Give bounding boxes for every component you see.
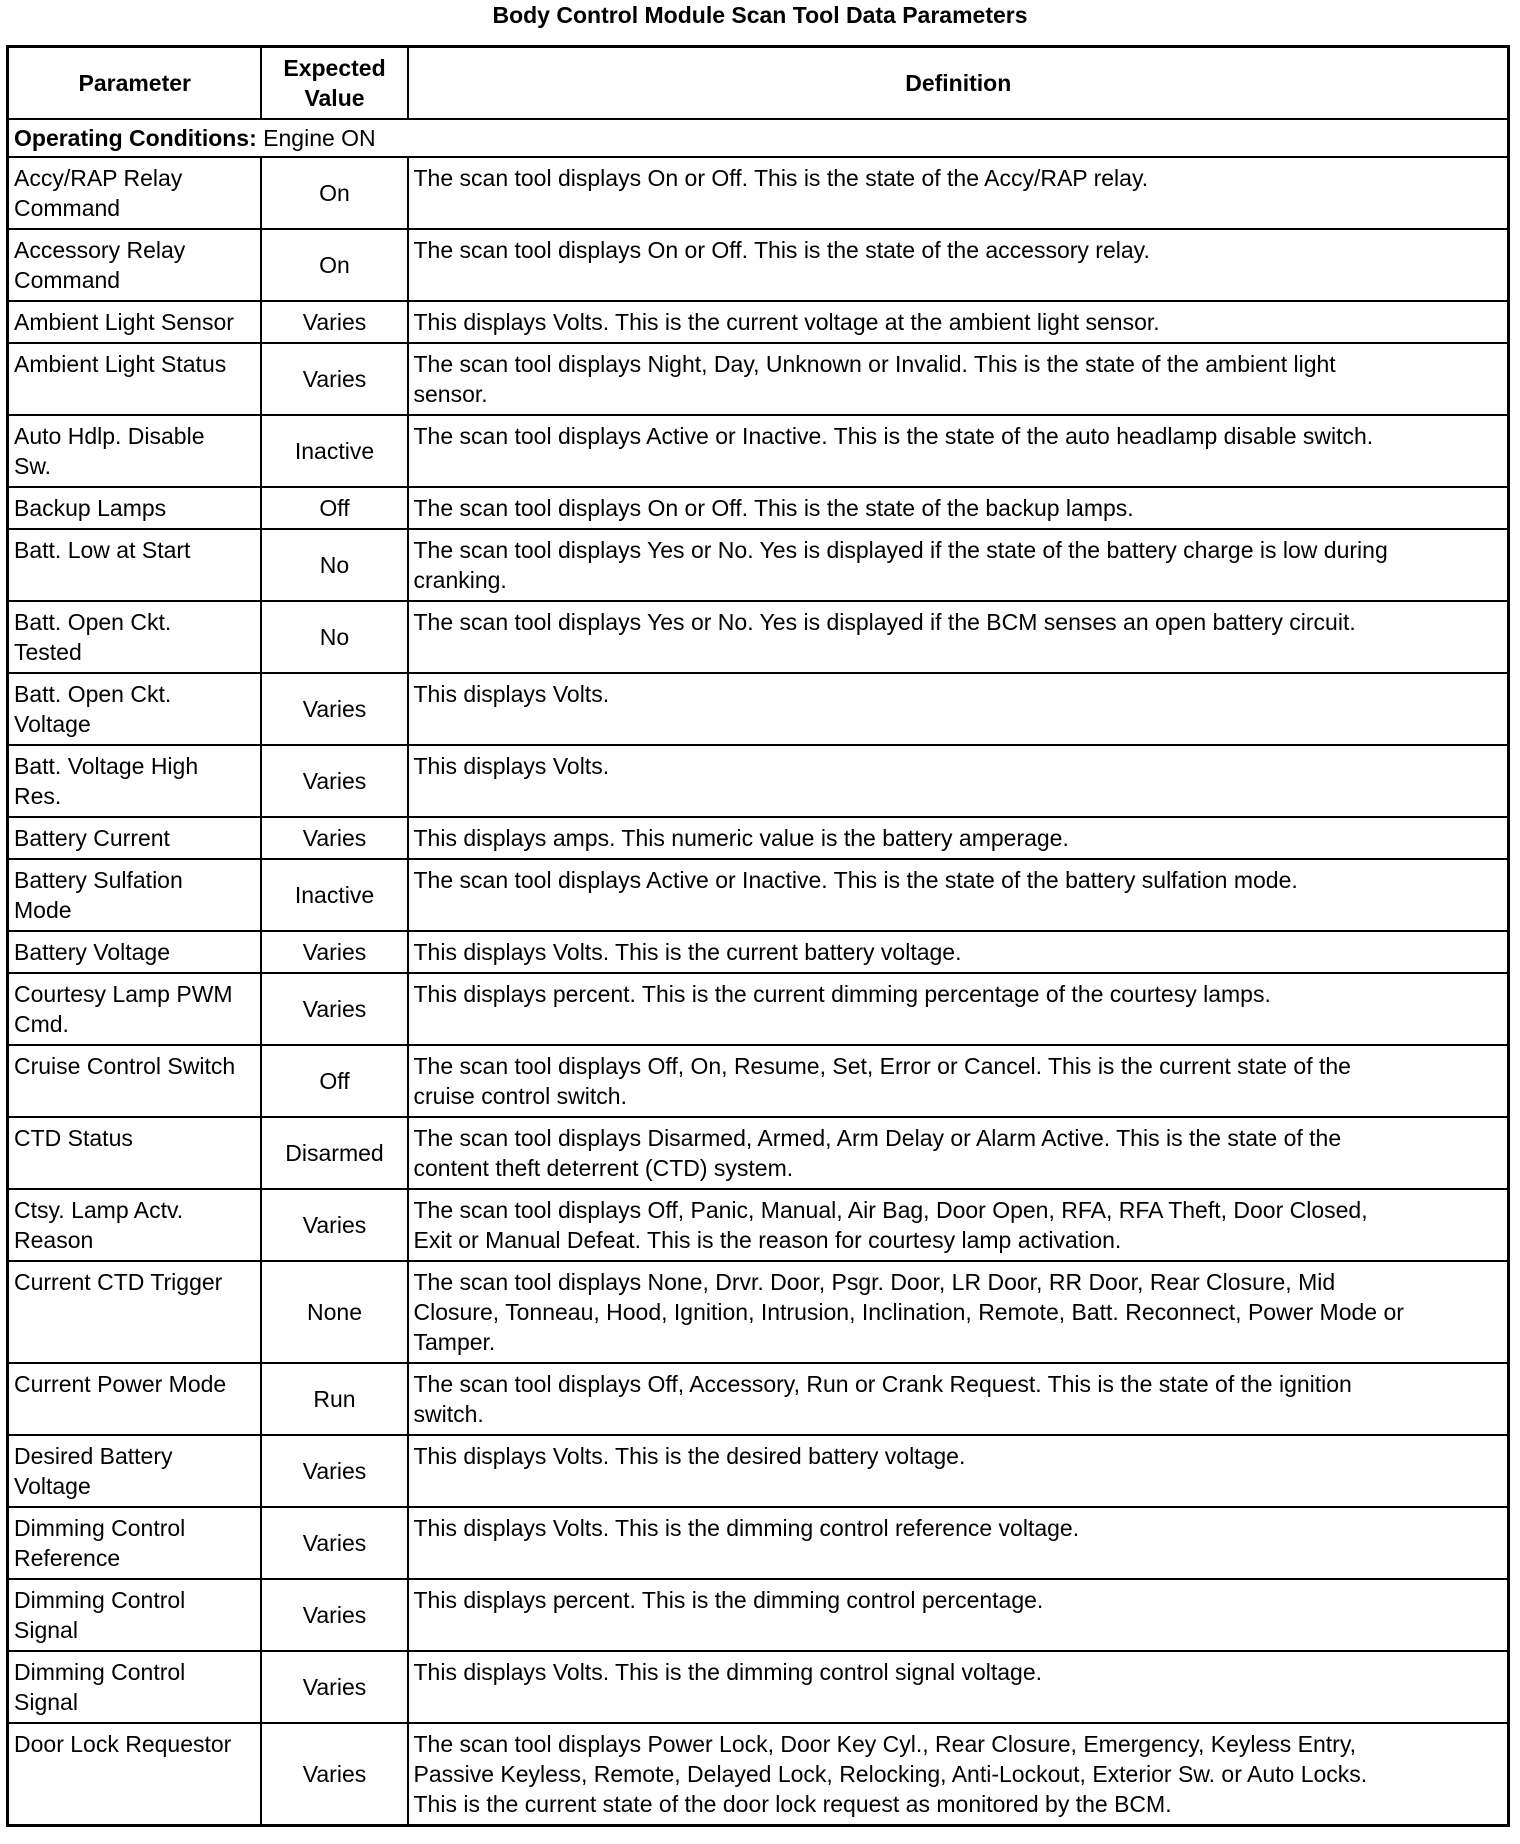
expected-value-cell: Varies bbox=[261, 673, 408, 745]
definition-cell: The scan tool displays On or Off. This is the state of the accessory relay. bbox=[408, 229, 1509, 301]
parameter-cell: CTD Status bbox=[8, 1117, 261, 1189]
definition-cell: The scan tool displays Active or Inactive. This is the state of the battery sulfation mode. bbox=[408, 859, 1509, 931]
expected-value-cell: No bbox=[261, 601, 408, 673]
expected-value-cell: Varies bbox=[261, 1579, 408, 1651]
expected-value-cell: On bbox=[261, 229, 408, 301]
definition-cell: This displays Volts. This is the current battery voltage. bbox=[408, 931, 1509, 973]
parameter-cell: Battery Current bbox=[8, 817, 261, 859]
definition-cell: This displays Volts. This is the current voltage at the ambient light sensor. bbox=[408, 301, 1509, 343]
definition-cell: This displays Volts. bbox=[408, 745, 1509, 817]
table-row bbox=[8, 1261, 1509, 1363]
parameter-cell: Ambient Light Sensor bbox=[8, 301, 261, 343]
parameter-cell: Battery Sulfation Mode bbox=[8, 859, 261, 931]
definition-cell: This displays percent. This is the dimming control percentage. bbox=[408, 1579, 1509, 1651]
parameter-cell: Desired Battery Voltage bbox=[8, 1435, 261, 1507]
header-expected-value: Expected Value bbox=[261, 47, 408, 120]
expected-value-cell: Inactive bbox=[261, 859, 408, 931]
table-row bbox=[8, 1651, 1509, 1723]
definition-cell: The scan tool displays Off, Accessory, Run or Crank Request. This is the state of the ignition switch. bbox=[408, 1363, 1509, 1435]
expected-value-cell: Inactive bbox=[261, 415, 408, 487]
table-row bbox=[8, 529, 1509, 601]
header-parameter: Parameter bbox=[8, 47, 261, 120]
table-row bbox=[8, 301, 1509, 343]
table-row bbox=[8, 973, 1509, 1045]
table-row bbox=[8, 1507, 1509, 1579]
definition-cell: The scan tool displays Disarmed, Armed, Arm Delay or Alarm Active. This is the state of the content theft deterrent (CTD) system. bbox=[408, 1117, 1509, 1189]
expected-value-cell: Varies bbox=[261, 343, 408, 415]
table-row bbox=[8, 343, 1509, 415]
table-row bbox=[8, 1723, 1509, 1826]
expected-value-cell: Varies bbox=[261, 973, 408, 1045]
parameter-cell: Cruise Control Switch bbox=[8, 1045, 261, 1117]
parameter-cell: Ctsy. Lamp Actv. Reason bbox=[8, 1189, 261, 1261]
definition-cell: This displays amps. This numeric value is the battery amperage. bbox=[408, 817, 1509, 859]
table-row bbox=[8, 229, 1509, 301]
parameter-cell: Batt. Low at Start bbox=[8, 529, 261, 601]
definition-cell: This displays Volts. This is the desired battery voltage. bbox=[408, 1435, 1509, 1507]
parameter-cell: Current Power Mode bbox=[8, 1363, 261, 1435]
table-row bbox=[8, 157, 1509, 229]
table-row bbox=[8, 1579, 1509, 1651]
parameter-cell: Dimming Control Reference bbox=[8, 1507, 261, 1579]
table-row bbox=[8, 1045, 1509, 1117]
table-row bbox=[8, 415, 1509, 487]
parameter-cell: Auto Hdlp. Disable Sw. bbox=[8, 415, 261, 487]
definition-cell: This displays percent. This is the current dimming percentage of the courtesy lamps. bbox=[408, 973, 1509, 1045]
definition-cell: The scan tool displays On or Off. This is the state of the backup lamps. bbox=[408, 487, 1509, 529]
expected-value-cell: No bbox=[261, 529, 408, 601]
expected-value-cell: None bbox=[261, 1261, 408, 1363]
expected-value-cell: Varies bbox=[261, 1651, 408, 1723]
expected-value-cell: Off bbox=[261, 1045, 408, 1117]
expected-value-cell: Varies bbox=[261, 931, 408, 973]
table-row bbox=[8, 745, 1509, 817]
expected-value-cell: Disarmed bbox=[261, 1117, 408, 1189]
operating-conditions-value: Engine ON bbox=[256, 125, 376, 151]
parameter-cell: Dimming Control Signal bbox=[8, 1579, 261, 1651]
definition-cell: The scan tool displays Yes or No. Yes is displayed if the state of the battery charge is low during cranking. bbox=[408, 529, 1509, 601]
expected-value-cell: Varies bbox=[261, 301, 408, 343]
expected-value-cell: Varies bbox=[261, 745, 408, 817]
table-row bbox=[8, 1435, 1509, 1507]
definition-cell: The scan tool displays Active or Inactive. This is the state of the auto headlamp disable switch. bbox=[408, 415, 1509, 487]
table-header-row bbox=[8, 47, 1509, 120]
table-row bbox=[8, 931, 1509, 973]
operating-conditions bbox=[8, 119, 1509, 157]
definition-cell: The scan tool displays Off, Panic, Manual, Air Bag, Door Open, RFA, RFA Theft, Door Closed, Exit or Manual Defeat. This is the reason for courtesy lamp activation. bbox=[408, 1189, 1509, 1261]
parameter-cell: Door Lock Requestor bbox=[8, 1723, 261, 1826]
parameter-cell: Accessory Relay Command bbox=[8, 229, 261, 301]
document-title: Body Control Module Scan Tool Data Parameters bbox=[492, 2, 1028, 28]
table-row bbox=[8, 487, 1509, 529]
table-row bbox=[8, 673, 1509, 745]
expected-value-cell: On bbox=[261, 157, 408, 229]
table-row bbox=[8, 859, 1509, 931]
definition-cell: The scan tool displays Off, On, Resume, Set, Error or Cancel. This is the current state of the cruise control switch. bbox=[408, 1045, 1509, 1117]
expected-value-cell: Varies bbox=[261, 1189, 408, 1261]
operating-conditions-label: Operating Conditions: bbox=[14, 125, 257, 151]
expected-value-cell: Run bbox=[261, 1363, 408, 1435]
operating-conditions-row bbox=[8, 119, 1509, 157]
parameter-cell: Batt. Open Ckt. Tested bbox=[8, 601, 261, 673]
table-row bbox=[8, 817, 1509, 859]
expected-value-cell: Varies bbox=[261, 817, 408, 859]
parameters-table bbox=[6, 45, 1510, 1827]
expected-value-cell: Varies bbox=[261, 1507, 408, 1579]
parameter-cell: Batt. Voltage High Res. bbox=[8, 745, 261, 817]
definition-cell: This displays Volts. This is the dimming control signal voltage. bbox=[408, 1651, 1509, 1723]
header-definition: Definition bbox=[408, 47, 1509, 120]
expected-value-cell: Varies bbox=[261, 1723, 408, 1826]
expected-value-cell: Varies bbox=[261, 1435, 408, 1507]
definition-cell: The scan tool displays Power Lock, Door Key Cyl., Rear Closure, Emergency, Keyless Entry, Passive Keyless, Remote, Delayed Lock, Relocking, Anti-Lockout, Exterior Sw. or Auto Locks. This is the current state of the door lock request as monitored by the BCM. bbox=[408, 1723, 1509, 1826]
table-row bbox=[8, 1117, 1509, 1189]
parameter-cell: Battery Voltage bbox=[8, 931, 261, 973]
definition-cell: The scan tool displays Yes or No. Yes is displayed if the BCM senses an open battery circuit. bbox=[408, 601, 1509, 673]
expected-value-cell: Off bbox=[261, 487, 408, 529]
definition-cell: The scan tool displays On or Off. This is the state of the Accy/RAP relay. bbox=[408, 157, 1509, 229]
definition-cell: This displays Volts. bbox=[408, 673, 1509, 745]
parameter-cell: Current CTD Trigger bbox=[8, 1261, 261, 1363]
definition-cell: The scan tool displays Night, Day, Unknown or Invalid. This is the state of the ambient light sensor. bbox=[408, 343, 1509, 415]
parameter-cell: Backup Lamps bbox=[8, 487, 261, 529]
definition-cell: The scan tool displays None, Drvr. Door, Psgr. Door, LR Door, RR Door, Rear Closure, Mid Closure, Tonneau, Hood, Ignition, Intrusion, Inclination, Remote, Batt. Reconnect, Power Mode or Tamper. bbox=[408, 1261, 1509, 1363]
parameter-cell: Dimming Control Signal bbox=[8, 1651, 261, 1723]
table-row bbox=[8, 1363, 1509, 1435]
parameter-cell: Courtesy Lamp PWM Cmd. bbox=[8, 973, 261, 1045]
table-row bbox=[8, 1189, 1509, 1261]
definition-cell: This displays Volts. This is the dimming control reference voltage. bbox=[408, 1507, 1509, 1579]
parameter-cell: Batt. Open Ckt. Voltage bbox=[8, 673, 261, 745]
table-row bbox=[8, 601, 1509, 673]
parameter-cell: Accy/RAP Relay Command bbox=[8, 157, 261, 229]
parameter-cell: Ambient Light Status bbox=[8, 343, 261, 415]
